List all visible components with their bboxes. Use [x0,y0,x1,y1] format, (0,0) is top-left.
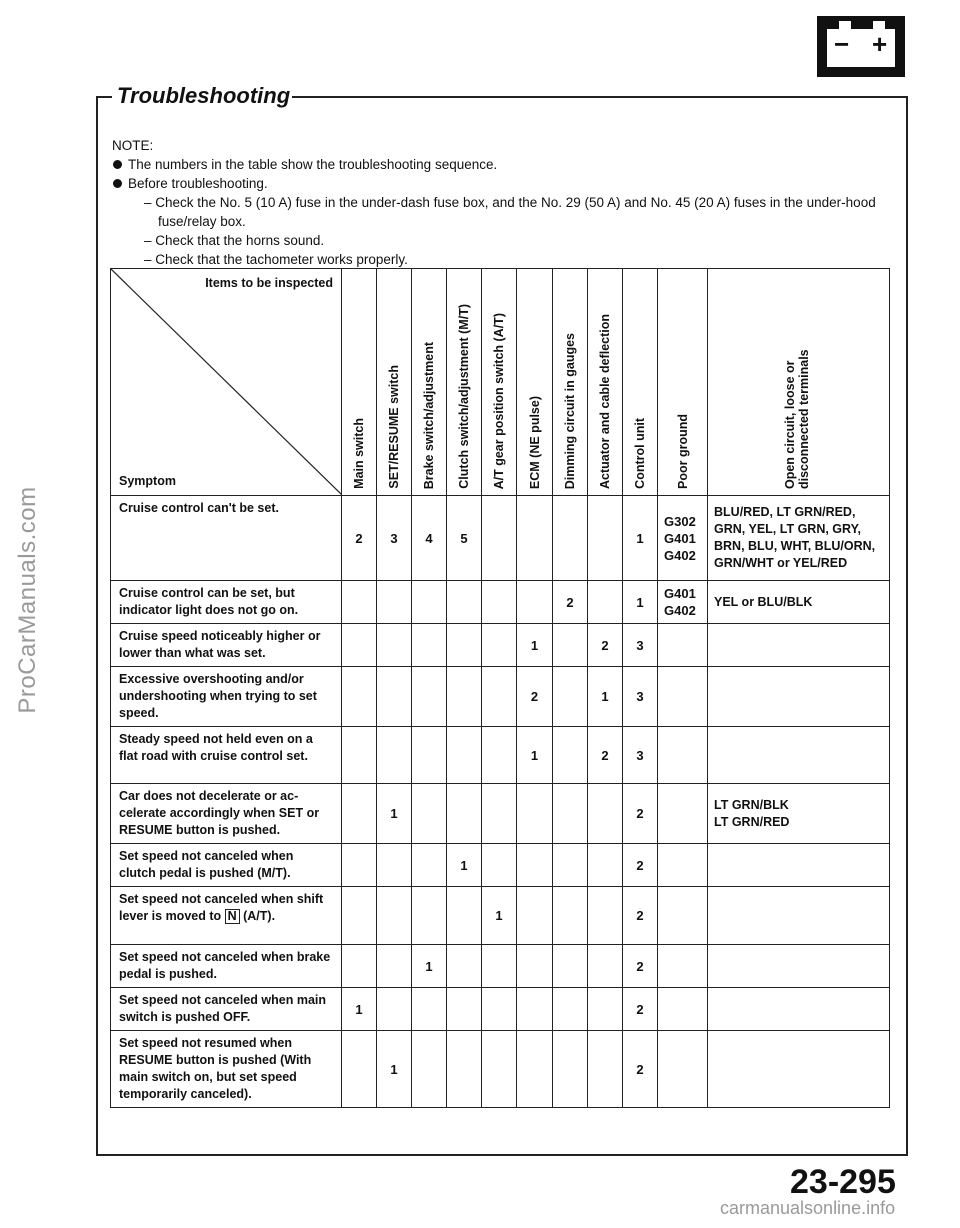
sequence-cell [482,624,517,667]
sequence-cell [553,844,588,887]
sequence-cell [377,945,412,988]
sequence-cell [553,667,588,727]
sequence-cell [342,887,377,945]
sequence-cell: 3 [623,727,658,784]
sequence-cell [377,844,412,887]
col-header: Main switch [342,269,377,496]
sequence-cell: 2 [517,667,553,727]
sequence-cell: 1 [623,496,658,581]
sequence-cell [412,887,447,945]
col-header: SET/RESUME switch [377,269,412,496]
sequence-cell [412,667,447,727]
detail-cell: LT GRN/BLK LT GRN/RED [708,784,890,844]
sequence-cell [412,1031,447,1108]
sequence-cell: 2 [588,727,623,784]
footer-watermark: carmanualsonline.info [720,1198,896,1218]
sequence-cell [517,844,553,887]
sequence-cell [447,1031,482,1108]
sequence-cell [553,784,588,844]
frame-top-line-left [96,96,112,98]
sequence-cell: 2 [623,945,658,988]
sequence-cell [412,727,447,784]
table-row [111,581,890,624]
sequence-cell: 1 [342,988,377,1031]
sequence-cell [377,887,412,945]
table-row [111,988,890,1031]
table-row [111,945,890,988]
sequence-cell [517,581,553,624]
detail-cell [708,887,890,945]
section-title: Troubleshooting [117,83,291,108]
sequence-cell [342,667,377,727]
sequence-cell [377,624,412,667]
frame-top-line-right [292,96,906,98]
sequence-cell [553,496,588,581]
sequence-cell: 3 [623,667,658,727]
sequence-cell [482,667,517,727]
items-label: Items to be inspected [205,276,333,290]
sequence-cell [412,784,447,844]
symptom-cell: Steady speed not held even on a flat road with cruise control set. [111,727,342,784]
detail-cell [658,844,708,887]
sequence-cell [377,727,412,784]
sequence-cell: 1 [623,581,658,624]
symptom-cell: Set speed not canceled when brake pedal is pushed. [111,945,342,988]
sequence-cell [517,988,553,1031]
detail-cell [708,727,890,784]
sequence-cell: 1 [517,624,553,667]
sequence-cell [482,727,517,784]
sequence-cell: 2 [553,581,588,624]
gear-n-box: N [225,909,240,924]
table-row [111,496,890,581]
detail-cell [658,945,708,988]
sequence-cell [517,784,553,844]
symptom-cell: Cruise control can't be set. [111,496,342,581]
table-row [111,1031,890,1108]
detail-cell [708,945,890,988]
sequence-cell: 1 [482,887,517,945]
sequence-cell [342,844,377,887]
sequence-cell [588,496,623,581]
sequence-cell: 2 [623,988,658,1031]
symptom-cell: Set speed not canceled when main switch is pushed OFF. [111,988,342,1031]
detail-cell: G401 G402 [658,581,708,624]
detail-cell: G302 G401 G402 [658,496,708,581]
page-number: 23-295 [790,1163,896,1201]
sequence-cell [447,581,482,624]
symptom-cell: Car does not decelerate or ac-celerate accordingly when SET or RESUME button is pushed. [111,784,342,844]
symptom-cell: Excessive overshooting and/or undershooting when trying to set speed. [111,667,342,727]
plus-sign: + [872,29,888,59]
sequence-cell [553,624,588,667]
sequence-cell [412,988,447,1031]
detail-cell [708,624,890,667]
col-header: Clutch switch/adjustment (M/T) [447,269,482,496]
table-row [111,727,890,784]
detail-cell [658,667,708,727]
col-header: Actuator and cable deflection [588,269,623,496]
sequence-cell [517,887,553,945]
sequence-cell [342,784,377,844]
sequence-cell [342,581,377,624]
symptom-cell: Set speed not resumed when RESUME button is pushed (With main switch on, but set speed temporarily canceled). [111,1031,342,1108]
note-bullet: The numbers in the table show the troubleshooting sequence. [112,155,892,174]
sequence-cell [517,1031,553,1108]
sequence-cell: 2 [623,784,658,844]
sequence-cell [447,727,482,784]
detail-cell [658,1031,708,1108]
sequence-cell: 1 [377,784,412,844]
battery-icon [817,16,905,77]
sequence-cell: 1 [517,727,553,784]
note-bullet: Before troubleshooting. [112,174,892,193]
sequence-cell: 2 [623,1031,658,1108]
note-heading: NOTE: [112,138,154,153]
table-row [111,667,890,727]
sequence-cell [482,988,517,1031]
detail-cell [658,988,708,1031]
note-dash: – Check that the horns sound. [144,233,325,248]
header-row [111,269,890,496]
detail-cell [658,784,708,844]
sequence-cell [342,1031,377,1108]
detail-cell [658,887,708,945]
table-row [111,844,890,887]
detail-cell: BLU/RED, LT GRN/RED, GRN, YEL, LT GRN, GRY, BRN, BLU, WHT, BLU/ORN, GRN/WHT or YEL/RED [708,496,890,581]
detail-cell [658,727,708,784]
notes [112,136,892,269]
col-header: ECM (NE pulse) [517,269,553,496]
note-dash: – Check that the tachometer works properly. [144,252,408,267]
table-row [111,624,890,667]
symptom-cell: Cruise speed noticeably higher or lower than what was set. [111,624,342,667]
sequence-cell: 1 [447,844,482,887]
sequence-cell [447,945,482,988]
sequence-cell [447,887,482,945]
detail-cell [708,1031,890,1108]
note-dash: – Check the No. 5 (10 A) fuse in the under-dash fuse box, and the No. 29 (50 A) and No. 45 (20 A) fuses in the under-hood fuse/relay box. [144,195,876,229]
sequence-cell [588,784,623,844]
sequence-cell [588,887,623,945]
sequence-cell [377,667,412,727]
detail-cell [658,624,708,667]
symptom-label: Symptom [119,474,176,488]
sequence-cell: 2 [623,887,658,945]
sequence-cell [553,945,588,988]
sequence-cell [517,496,553,581]
col-header: Open circuit, loose or disconnected terminals [708,269,890,496]
sequence-cell [553,727,588,784]
sequence-cell: 1 [412,945,447,988]
sequence-cell [377,988,412,1031]
sequence-cell [482,784,517,844]
detail-cell [708,667,890,727]
corner-diagonal [111,269,342,495]
sequence-cell: 1 [377,1031,412,1108]
watermark: ProCarManuals.com [14,486,41,714]
detail-cell [708,988,890,1031]
sequence-cell [482,581,517,624]
symptom-cell: Set speed not canceled when shift lever is moved to N (A/T). [111,887,342,945]
col-header: Control unit [623,269,658,496]
symptom-cell: Cruise control can be set, but indicator light does not go on. [111,581,342,624]
sequence-cell [342,727,377,784]
troubleshooting-table [110,268,890,1108]
sequence-cell [588,844,623,887]
sequence-cell: 5 [447,496,482,581]
sequence-cell: 3 [377,496,412,581]
detail-cell: YEL or BLU/BLK [708,581,890,624]
sequence-cell [447,667,482,727]
sequence-cell [447,624,482,667]
detail-cell [708,844,890,887]
col-header: Dimming circuit in gauges [553,269,588,496]
sequence-cell [588,988,623,1031]
sequence-cell [588,1031,623,1108]
sequence-cell [553,988,588,1031]
sequence-cell [588,581,623,624]
table-row [111,784,890,844]
sequence-cell [447,988,482,1031]
sequence-cell [342,945,377,988]
sequence-cell [517,945,553,988]
sequence-cell [412,624,447,667]
col-header: Poor ground [658,269,708,496]
table-row [111,887,890,945]
sequence-cell [482,496,517,581]
col-header: A/T gear position switch (A/T) [482,269,517,496]
sequence-cell: 2 [342,496,377,581]
sequence-cell [482,945,517,988]
sequence-cell [377,581,412,624]
sequence-cell [588,945,623,988]
sequence-cell [482,844,517,887]
sequence-cell: 2 [623,844,658,887]
sequence-cell [447,784,482,844]
minus-sign: − [834,29,850,59]
sequence-cell [342,624,377,667]
sequence-cell: 4 [412,496,447,581]
sequence-cell: 3 [623,624,658,667]
sequence-cell: 1 [588,667,623,727]
sequence-cell [412,844,447,887]
symptom-cell: Set speed not canceled when clutch pedal is pushed (M/T). [111,844,342,887]
corner-cell [111,269,342,496]
sequence-cell [412,581,447,624]
sequence-cell [553,887,588,945]
sequence-cell [553,1031,588,1108]
sequence-cell [482,1031,517,1108]
col-header: Brake switch/adjustment [412,269,447,496]
sequence-cell: 2 [588,624,623,667]
